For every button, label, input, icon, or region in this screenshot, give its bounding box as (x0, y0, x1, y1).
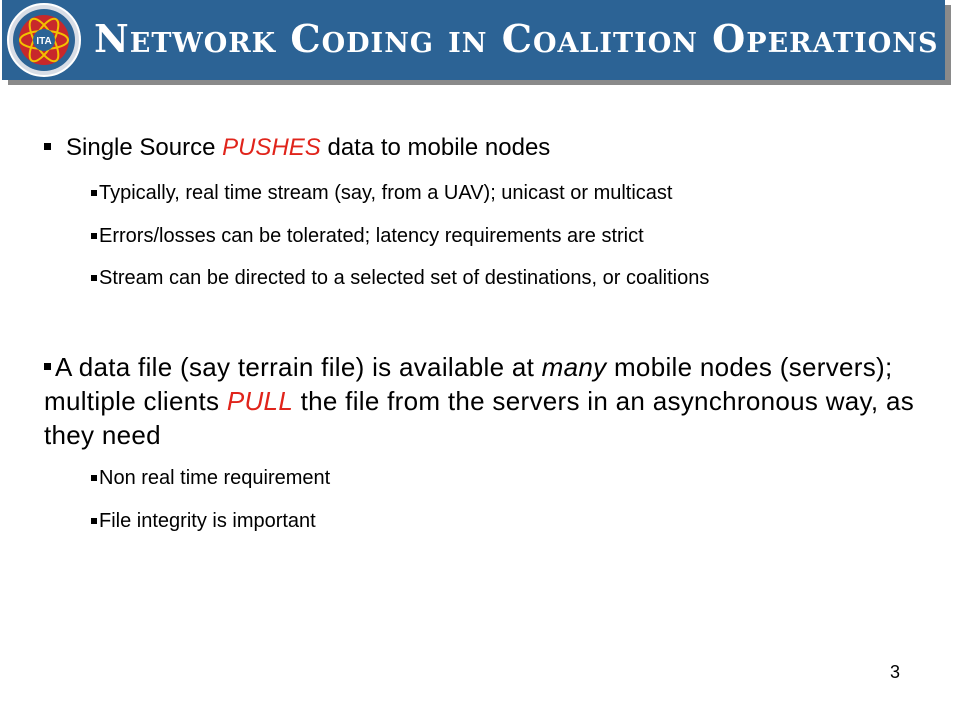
subbullet-realtime (91, 182, 672, 205)
square-bullet-icon (44, 143, 51, 150)
square-bullet-icon (44, 363, 51, 370)
subbullet-errors (91, 225, 644, 248)
bullet-push-emphasis: PUSHES (222, 134, 321, 161)
logo-center-text: ITA (36, 36, 52, 47)
subbullet-text: Stream can be directed to a selected set of destinations, or coalitions (99, 267, 710, 289)
bullet-pull-emphasis-many: many (541, 352, 607, 382)
subbullet-nonrealtime (91, 467, 330, 490)
bullet-push-text-pre: Single Source (66, 134, 223, 161)
bullet-pull-text-3: the file from the servers in an asynchronous way, as they need (44, 386, 915, 450)
subbullet-stream (91, 267, 709, 290)
page-number: 3 (890, 662, 901, 682)
subbullet-integrity (91, 510, 316, 533)
square-bullet-icon (91, 233, 97, 239)
square-bullet-icon (91, 518, 97, 524)
bullet-pull-text-1: A data file (say terrain file) is available at (55, 352, 542, 382)
bullet-pull-emphasis-pull: PULL (226, 386, 294, 416)
bullet-pull (44, 350, 924, 452)
subbullet-text: Non real time requirement (99, 467, 331, 489)
bullet-push-text-post: data to mobile nodes (320, 134, 551, 161)
bullet-pull-text-2: mobile nodes (servers); multiple clients (44, 352, 893, 416)
square-bullet-icon (91, 190, 97, 196)
slide-title: Network Coding in Coalition Operations (94, 16, 939, 61)
square-bullet-icon (91, 475, 97, 481)
square-bullet-icon (91, 275, 97, 281)
subbullet-text: File integrity is important (99, 510, 316, 532)
subbullet-text: Errors/losses can be tolerated; latency requirements are strict (99, 225, 644, 247)
subbullet-text: Typically, real time stream (say, from a UAV); unicast or multicast (99, 182, 673, 204)
bullet-push (44, 134, 550, 162)
